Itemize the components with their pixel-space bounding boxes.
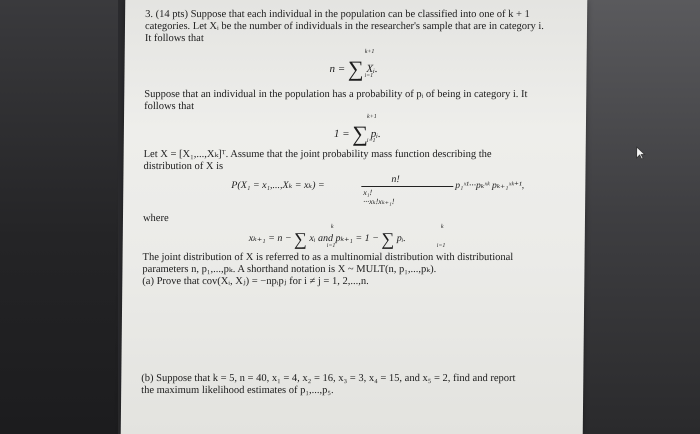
sigma-icon: ∑ [381, 229, 395, 249]
para4-line-2: parameters n, p₁,...,pₖ. A shorthand notation is X ~ MULT(n, p₁,...,pₖ). [142, 264, 437, 275]
paper-sheet [121, 0, 588, 434]
problem-line-2: categories. Let Xᵢ be the number of individuals in the researcher's sample that are in category i. [144, 21, 545, 32]
sigma-icon: ∑ [347, 56, 364, 81]
eq3-lower-limit-1: i=1 [326, 243, 336, 249]
eq1-var: Xᵢ. [366, 63, 378, 75]
para2-line-1: Suppose that an individual in the population has a probability of pᵢ of being in category i. It [144, 89, 528, 100]
eq2-lower-limit: i=1 [366, 138, 376, 144]
where-label: where [142, 213, 169, 224]
eq3-upper-limit-2: k [440, 224, 444, 230]
eq2-var: pᵢ. [370, 128, 381, 140]
para4-line-1: The joint distribution of X is referred to as a multinomial distribution with distributional [142, 252, 514, 263]
eq3-part-b: xᵢ and pₖ₊₁ = 1 − [309, 233, 379, 244]
eq2-upper-limit: k+1 [367, 114, 377, 120]
para3-line-2: distribution of X is [143, 161, 224, 172]
eq1-lower-limit: i=1 [364, 73, 374, 79]
background-right [580, 0, 700, 434]
pmf-rhs: p₁ˣ¹···pₖˣᵏ pₖ₊₁ˣᵏ⁺¹, [455, 181, 525, 191]
para3-line-1: Let X = [X₁,...,Xₖ]ᵀ. Assume that the joint probability mass function describing the [143, 149, 492, 160]
eq1-lhs: n = [329, 63, 346, 75]
problem-line-3: It follows that [144, 33, 204, 44]
sigma-icon: ∑ [294, 229, 308, 249]
fraction-bar [361, 186, 453, 187]
part-a: (a) Prove that cov(Xᵢ, Xⱼ) = −npᵢpⱼ for i ≠ j = 1, 2,...,n. [142, 276, 369, 287]
problem-heading: 3. (14 pts) Suppose that each individual in the population can be classified into one of k + 1 [145, 9, 530, 20]
pmf-lhs: P(X₁ = x₁,...,Xₖ = xₖ) = [231, 180, 325, 191]
eq3-lower-limit-2: i=1 [436, 243, 446, 249]
sigma-icon: ∑ [352, 121, 369, 146]
pmf-numerator: n! [391, 174, 400, 185]
eq1-upper-limit: k+1 [364, 49, 375, 55]
mouse-pointer-icon [636, 146, 646, 160]
para2-line-2: follows that [144, 101, 195, 112]
part-b-line-1: (b) Suppose that k = 5, n = 40, x₁ = 4, x₂ = 16, x₃ = 3, x₄ = 15, and x₅ = 2, find and report [141, 373, 516, 384]
eq2-lhs: 1 = [333, 128, 350, 140]
eq3-part-a: xₖ₊₁ = n − [248, 233, 292, 244]
part-b-line-2: the maximum likelihood estimates of p₁,...,p₅. [141, 385, 334, 396]
background-left [0, 0, 118, 434]
pmf-denominator: x₁!···xₖ!xₖ₊₁! [363, 188, 395, 206]
eq3-part-c: pᵢ. [396, 233, 406, 244]
eq3-upper-limit-1: k [330, 224, 334, 230]
